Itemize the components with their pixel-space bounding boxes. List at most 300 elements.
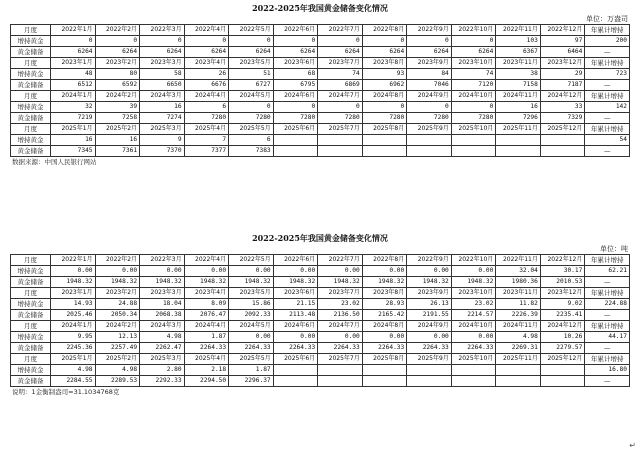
increase-label: 增持黄金 (11, 365, 51, 376)
year-increase-cell: 62.21 (585, 266, 630, 277)
reserve-label: 黄金储备 (11, 343, 51, 354)
month-cell: 2025年4月 (184, 124, 229, 135)
reserve-cell: 7274 (140, 113, 185, 124)
reserve-cell: 6795 (273, 80, 318, 91)
increase-label: 增持黄金 (11, 299, 51, 310)
month-cell: 2023年12月 (540, 58, 585, 69)
reserve-cell: 2264.33 (362, 343, 407, 354)
month-cell: 2022年4月 (184, 25, 229, 36)
reserve-label: 黄金储备 (11, 310, 51, 321)
increase-cell (407, 365, 452, 376)
reserve-cell: 2264.33 (451, 343, 496, 354)
reserve-cell: 7280 (318, 113, 363, 124)
increase-cell: 0 (229, 36, 274, 47)
year-total-label: 年累计增持 (585, 354, 630, 365)
month-cell: 2022年8月 (362, 255, 407, 266)
reserve-cell: 6464 (540, 47, 585, 58)
increase-row (11, 102, 630, 113)
month-cell: 2022年1月 (51, 25, 96, 36)
reserve-cell: 6264 (362, 47, 407, 58)
reserve-cell: 1948.32 (51, 277, 96, 288)
increase-cell: 0 (451, 102, 496, 113)
reserve-cell: 2292.33 (140, 376, 185, 387)
increase-cell: 9.95 (51, 332, 96, 343)
increase-label: 增持黄金 (11, 102, 51, 113)
reserve-label: 黄金储备 (11, 113, 51, 124)
reserve-cell: 6264 (451, 47, 496, 58)
month-cell: 2024年8月 (362, 321, 407, 332)
increase-cell: 74 (318, 69, 363, 80)
increase-cell: 51 (229, 69, 274, 80)
year-total-label: 年累计增持 (585, 91, 630, 102)
increase-cell: 11.82 (496, 299, 541, 310)
month-cell: 2025年9月 (407, 354, 452, 365)
reserve-cell: 7280 (407, 113, 452, 124)
month-cell: 2023年3月 (140, 288, 185, 299)
reserve-cell (318, 376, 363, 387)
reserve-cell (540, 376, 585, 387)
month-cell: 2022年6月 (273, 255, 318, 266)
month-cell: 2022年4月 (184, 255, 229, 266)
month-cell: 2025年12月 (540, 124, 585, 135)
month-header-row (11, 25, 630, 36)
reserve-cell (273, 376, 318, 387)
reserve-cell: 1948.32 (407, 277, 452, 288)
reserve-cell: 2245.36 (51, 343, 96, 354)
increase-cell: 0.00 (184, 266, 229, 277)
year-increase-cell: 200 (585, 36, 630, 47)
month-cell: 2023年7月 (318, 58, 363, 69)
increase-cell: 0.00 (407, 266, 452, 277)
reserve-cell (540, 146, 585, 157)
month-cell: 2023年5月 (229, 58, 274, 69)
increase-row (11, 36, 630, 47)
month-cell: 2022年7月 (318, 255, 363, 266)
month-cell: 2025年3月 (140, 124, 185, 135)
increase-cell (273, 135, 318, 146)
reserve-row (11, 343, 630, 354)
month-header-row (11, 255, 630, 266)
reserve-cell: 2264.33 (407, 343, 452, 354)
month-cell: 2023年3月 (140, 58, 185, 69)
increase-cell (451, 135, 496, 146)
month-cell: 2025年2月 (95, 354, 140, 365)
increase-cell: 6 (229, 135, 274, 146)
month-cell: 2025年10月 (451, 124, 496, 135)
reserve-cell: 7361 (95, 146, 140, 157)
increase-cell: 26.13 (407, 299, 452, 310)
reserve-cell: 2284.55 (51, 376, 96, 387)
month-cell: 2022年6月 (273, 25, 318, 36)
increase-cell: 8.09 (184, 299, 229, 310)
year-reserve-cell: — (585, 343, 630, 354)
month-label: 月度 (11, 124, 51, 135)
month-cell: 2023年8月 (362, 58, 407, 69)
month-cell: 2022年12月 (540, 255, 585, 266)
increase-cell: 68 (273, 69, 318, 80)
month-header-row (11, 354, 630, 365)
increase-cell: 4.98 (140, 332, 185, 343)
table-section-ounces (10, 2, 630, 168)
month-cell: 2025年5月 (229, 124, 274, 135)
reserve-cell: 1948.32 (273, 277, 318, 288)
month-label: 月度 (11, 354, 51, 365)
increase-cell: 24.88 (95, 299, 140, 310)
return-mark: ↵ (629, 441, 636, 450)
gold-reserve-table-tonnes (10, 254, 630, 387)
increase-cell: 0.00 (273, 266, 318, 277)
reserve-cell: 6367 (496, 47, 541, 58)
month-cell: 2024年10月 (451, 91, 496, 102)
reserve-cell: 7046 (407, 80, 452, 91)
reserve-cell: 7345 (51, 146, 96, 157)
increase-cell (540, 135, 585, 146)
month-label: 月度 (11, 255, 51, 266)
month-cell: 2022年1月 (51, 255, 96, 266)
explanation-note: 说明：1金衡制盎司=31.1034768克 (12, 388, 120, 396)
increase-cell: 0.00 (318, 332, 363, 343)
month-cell: 2025年11月 (496, 124, 541, 135)
increase-cell (273, 365, 318, 376)
increase-cell: 6 (184, 102, 229, 113)
month-cell: 2024年5月 (229, 321, 274, 332)
reserve-label: 黄金储备 (11, 80, 51, 91)
month-cell: 2022年8月 (362, 25, 407, 36)
reserve-cell: 2191.55 (407, 310, 452, 321)
reserve-cell: 2235.41 (540, 310, 585, 321)
increase-cell: 0 (407, 102, 452, 113)
reserve-cell: 6264 (184, 47, 229, 58)
month-cell: 2022年12月 (540, 25, 585, 36)
month-cell: 2023年5月 (229, 288, 274, 299)
increase-cell: 38 (496, 69, 541, 80)
increase-cell: 0 (362, 36, 407, 47)
increase-cell: 14.93 (51, 299, 96, 310)
increase-row (11, 266, 630, 277)
increase-cell (362, 135, 407, 146)
reserve-cell (273, 146, 318, 157)
increase-cell: 23.02 (451, 299, 496, 310)
month-label: 月度 (11, 288, 51, 299)
reserve-cell: 6869 (318, 80, 363, 91)
reserve-cell: 6512 (51, 80, 96, 91)
reserve-cell: 7377 (184, 146, 229, 157)
increase-cell: 0 (229, 102, 274, 113)
increase-cell: 29 (540, 69, 585, 80)
month-label: 月度 (11, 25, 51, 36)
month-cell: 2025年6月 (273, 124, 318, 135)
year-reserve-cell: — (585, 146, 630, 157)
increase-cell: 0.00 (51, 266, 96, 277)
month-cell: 2025年12月 (540, 354, 585, 365)
month-cell: 2025年7月 (318, 124, 363, 135)
reserve-cell: 2010.53 (540, 277, 585, 288)
reserve-cell (496, 376, 541, 387)
month-cell: 2022年5月 (229, 25, 274, 36)
reserve-cell: 2165.42 (362, 310, 407, 321)
increase-cell: 16 (95, 135, 140, 146)
year-reserve-cell: — (585, 277, 630, 288)
year-reserve-cell: — (585, 310, 630, 321)
reserve-cell: 2264.33 (184, 343, 229, 354)
increase-cell: 48 (51, 69, 96, 80)
month-cell: 2023年11月 (496, 288, 541, 299)
increase-cell: 32.04 (496, 266, 541, 277)
increase-cell: 103 (496, 36, 541, 47)
month-cell: 2025年4月 (184, 354, 229, 365)
reserve-cell: 6264 (229, 47, 274, 58)
month-cell: 2022年11月 (496, 255, 541, 266)
increase-cell: 0 (184, 36, 229, 47)
month-header-row (11, 91, 630, 102)
increase-label: 增持黄金 (11, 266, 51, 277)
reserve-cell: 6264 (140, 47, 185, 58)
reserve-cell: 6264 (318, 47, 363, 58)
reserve-row (11, 146, 630, 157)
reserve-cell: 2264.33 (318, 343, 363, 354)
increase-cell: 16 (140, 102, 185, 113)
reserve-cell: 7296 (496, 113, 541, 124)
increase-label: 增持黄金 (11, 36, 51, 47)
increase-cell (496, 135, 541, 146)
unit-label: 单位：万盎司 (586, 15, 628, 23)
increase-cell: 0 (51, 36, 96, 47)
reserve-cell: 1948.32 (229, 277, 274, 288)
increase-row (11, 332, 630, 343)
month-cell: 2023年2月 (95, 58, 140, 69)
month-cell: 2024年9月 (407, 321, 452, 332)
increase-cell: 84 (407, 69, 452, 80)
increase-cell: 39 (95, 102, 140, 113)
reserve-cell: 7120 (451, 80, 496, 91)
reserve-cell: 6592 (95, 80, 140, 91)
reserve-cell (407, 376, 452, 387)
increase-cell: 28.93 (362, 299, 407, 310)
year-total-label: 年累计增持 (585, 124, 630, 135)
reserve-cell: 2068.38 (140, 310, 185, 321)
increase-cell (318, 365, 363, 376)
month-cell: 2025年6月 (273, 354, 318, 365)
year-total-label: 年累计增持 (585, 321, 630, 332)
reserve-cell: 6676 (184, 80, 229, 91)
month-cell: 2025年2月 (95, 124, 140, 135)
month-cell: 2022年3月 (140, 25, 185, 36)
month-cell: 2023年10月 (451, 58, 496, 69)
increase-cell (318, 135, 363, 146)
month-cell: 2025年1月 (51, 354, 96, 365)
increase-cell: 93 (362, 69, 407, 80)
reserve-cell: 2264.33 (273, 343, 318, 354)
reserve-label: 黄金储备 (11, 277, 51, 288)
reserve-row (11, 277, 630, 288)
month-cell: 2024年11月 (496, 321, 541, 332)
year-total-label: 年累计增持 (585, 58, 630, 69)
increase-cell: 21.15 (273, 299, 318, 310)
increase-cell: 33 (540, 102, 585, 113)
increase-cell: 4.98 (95, 365, 140, 376)
reserve-row (11, 80, 630, 91)
increase-cell: 10.26 (540, 332, 585, 343)
increase-cell: 32 (51, 102, 96, 113)
month-cell: 2023年1月 (51, 288, 96, 299)
month-cell: 2022年10月 (451, 25, 496, 36)
source-note: 数据来源：中国人民银行网站 (12, 158, 97, 166)
reserve-cell (362, 376, 407, 387)
increase-cell: 2.18 (184, 365, 229, 376)
month-cell: 2025年9月 (407, 124, 452, 135)
month-cell: 2022年2月 (95, 255, 140, 266)
increase-cell: 0.00 (362, 332, 407, 343)
increase-label: 增持黄金 (11, 135, 51, 146)
reserve-row (11, 47, 630, 58)
year-reserve-cell: — (585, 47, 630, 58)
increase-cell: 2.80 (140, 365, 185, 376)
month-header-row (11, 58, 630, 69)
reserve-cell: 7258 (95, 113, 140, 124)
reserve-cell (496, 146, 541, 157)
increase-cell: 0 (140, 36, 185, 47)
year-increase-cell: 224.88 (585, 299, 630, 310)
increase-row (11, 365, 630, 376)
increase-cell: 0 (273, 36, 318, 47)
month-cell: 2025年7月 (318, 354, 363, 365)
month-cell: 2024年3月 (140, 321, 185, 332)
table-title: 2022-2025年我国黄金储备变化情况 (252, 233, 388, 243)
month-header-row (11, 288, 630, 299)
reserve-cell: 1948.32 (362, 277, 407, 288)
increase-label: 增持黄金 (11, 332, 51, 343)
increase-cell: 1.87 (229, 365, 274, 376)
month-cell: 2023年6月 (273, 288, 318, 299)
reserve-cell: 1948.32 (184, 277, 229, 288)
increase-cell: 16 (51, 135, 96, 146)
reserve-cell (362, 146, 407, 157)
reserve-cell: 2136.50 (318, 310, 363, 321)
month-cell: 2023年10月 (451, 288, 496, 299)
reserve-cell: 2262.47 (140, 343, 185, 354)
month-cell: 2023年4月 (184, 58, 229, 69)
reserve-cell: 6264 (51, 47, 96, 58)
month-cell: 2025年3月 (140, 354, 185, 365)
month-cell: 2023年9月 (407, 288, 452, 299)
year-reserve-cell: — (585, 80, 630, 91)
increase-cell: 97 (540, 36, 585, 47)
month-cell: 2022年10月 (451, 255, 496, 266)
increase-cell: 0 (362, 102, 407, 113)
year-total-label: 年累计增持 (585, 25, 630, 36)
reserve-cell: 1948.32 (95, 277, 140, 288)
month-cell: 2024年1月 (51, 321, 96, 332)
increase-cell (496, 365, 541, 376)
increase-cell (451, 365, 496, 376)
month-cell: 2024年10月 (451, 321, 496, 332)
increase-cell: 0 (273, 102, 318, 113)
reserve-cell: 1948.32 (318, 277, 363, 288)
year-total-label: 年累计增持 (585, 288, 630, 299)
reserve-row (11, 310, 630, 321)
month-cell: 2023年11月 (496, 58, 541, 69)
reserve-cell: 6264 (407, 47, 452, 58)
month-header-row (11, 321, 630, 332)
year-increase-cell: 142 (585, 102, 630, 113)
month-cell: 2025年11月 (496, 354, 541, 365)
increase-cell: 58 (140, 69, 185, 80)
increase-cell: 0.00 (140, 266, 185, 277)
reserve-cell: 7187 (540, 80, 585, 91)
month-cell: 2022年3月 (140, 255, 185, 266)
reserve-cell (451, 146, 496, 157)
month-cell: 2023年8月 (362, 288, 407, 299)
month-cell: 2022年9月 (407, 25, 452, 36)
reserve-label: 黄金储备 (11, 146, 51, 157)
reserve-row (11, 376, 630, 387)
reserve-cell: 6650 (140, 80, 185, 91)
increase-cell (407, 135, 452, 146)
year-increase-cell: 723 (585, 69, 630, 80)
month-cell: 2024年7月 (318, 321, 363, 332)
reserve-cell: 7329 (540, 113, 585, 124)
month-cell: 2024年11月 (496, 91, 541, 102)
increase-row (11, 299, 630, 310)
increase-cell: 9.02 (540, 299, 585, 310)
gold-reserve-table-ounces (10, 24, 630, 157)
reserve-cell: 6264 (95, 47, 140, 58)
reserve-cell: 1948.32 (140, 277, 185, 288)
month-cell: 2023年6月 (273, 58, 318, 69)
increase-cell: 4.98 (51, 365, 96, 376)
increase-cell: 0 (451, 36, 496, 47)
increase-cell: 16 (496, 102, 541, 113)
month-cell: 2024年4月 (184, 91, 229, 102)
month-cell: 2025年10月 (451, 354, 496, 365)
month-cell: 2025年8月 (362, 124, 407, 135)
increase-cell: 4.98 (496, 332, 541, 343)
increase-row (11, 135, 630, 146)
month-cell: 2025年8月 (362, 354, 407, 365)
year-increase-cell: 54 (585, 135, 630, 146)
month-label: 月度 (11, 91, 51, 102)
increase-cell: 0.00 (273, 332, 318, 343)
increase-cell: 80 (95, 69, 140, 80)
reserve-cell: 2092.33 (229, 310, 274, 321)
increase-cell: 0 (318, 36, 363, 47)
increase-cell: 0.00 (229, 332, 274, 343)
month-cell: 2023年7月 (318, 288, 363, 299)
month-cell: 2023年2月 (95, 288, 140, 299)
increase-cell: 9 (140, 135, 185, 146)
month-cell: 2024年7月 (318, 91, 363, 102)
increase-cell: 0.00 (229, 266, 274, 277)
reserve-cell (407, 146, 452, 157)
month-cell: 2023年9月 (407, 58, 452, 69)
reserve-cell: 2279.57 (540, 343, 585, 354)
reserve-cell (318, 146, 363, 157)
increase-cell: 0.00 (95, 266, 140, 277)
reserve-cell: 7370 (140, 146, 185, 157)
reserve-cell: 7280 (229, 113, 274, 124)
increase-label: 增持黄金 (11, 69, 51, 80)
table-section-tonnes (10, 232, 630, 398)
unit-label: 单位：吨 (600, 245, 628, 253)
month-cell: 2023年1月 (51, 58, 96, 69)
month-cell: 2022年9月 (407, 255, 452, 266)
year-reserve-cell: — (585, 113, 630, 124)
increase-cell: 30.17 (540, 266, 585, 277)
reserve-cell: 2294.50 (184, 376, 229, 387)
reserve-cell: 2269.31 (496, 343, 541, 354)
month-cell: 2023年12月 (540, 288, 585, 299)
reserve-cell: 7280 (362, 113, 407, 124)
